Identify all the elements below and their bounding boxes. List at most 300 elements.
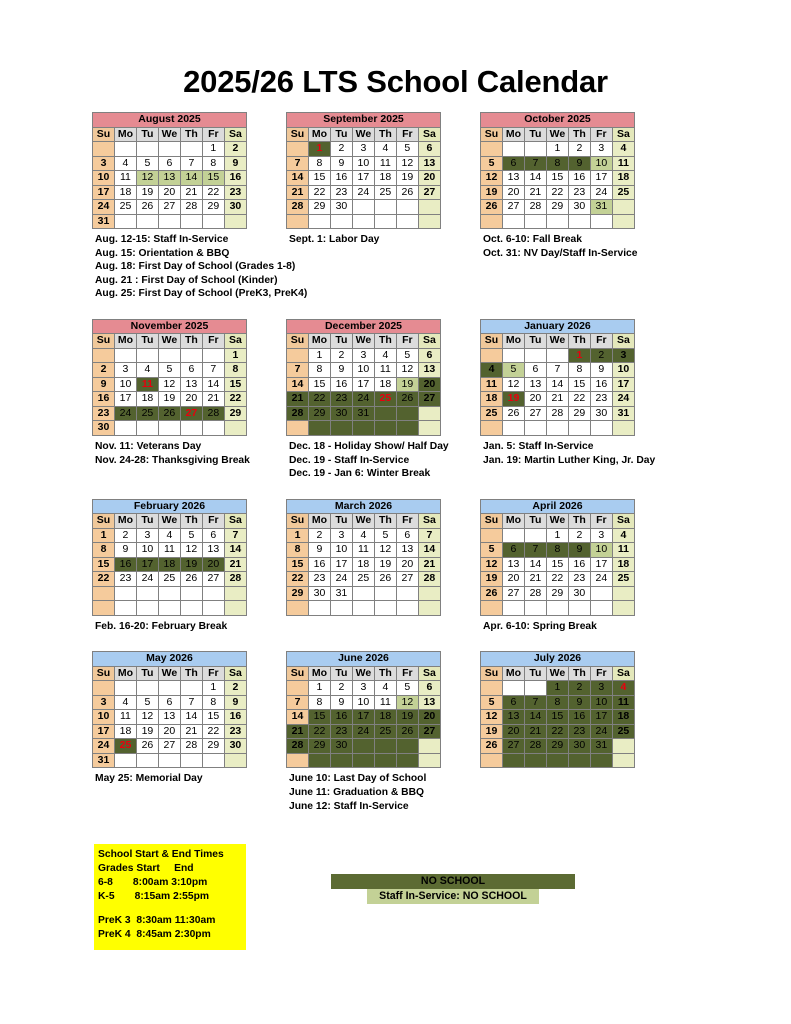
note-item: June 10: Last Day of School	[289, 773, 427, 785]
day-cell-empty	[524, 753, 546, 768]
day-cell-empty	[180, 753, 202, 768]
day-cell-empty	[502, 601, 524, 616]
day-cell-empty	[396, 421, 418, 436]
dow-header-tu: Tu	[330, 514, 352, 529]
day-cell-empty	[93, 681, 115, 696]
dow-header-tu: Tu	[330, 666, 352, 681]
day-cell-14: 14	[287, 377, 309, 392]
day-cell-20: 20	[418, 710, 440, 725]
dow-header-sa: Sa	[224, 514, 246, 529]
day-cell-empty	[612, 739, 634, 754]
day-cell-10: 10	[590, 543, 612, 558]
week-row	[93, 586, 247, 601]
day-cell-25: 25	[612, 572, 634, 587]
day-cell-29: 29	[546, 200, 568, 215]
dow-header-fr: Fr	[590, 514, 612, 529]
day-cell-26: 26	[502, 406, 524, 421]
week-row	[93, 363, 247, 378]
day-cell-22: 22	[308, 724, 330, 739]
week-row	[287, 681, 441, 696]
day-cell-13: 13	[418, 363, 440, 378]
note-item: Nov. 24-28: Thanksgiving Break	[95, 454, 250, 466]
day-cell-empty	[524, 348, 546, 363]
day-cell-17: 17	[352, 710, 374, 725]
day-cell-empty	[418, 200, 440, 215]
day-cell-2: 2	[330, 142, 352, 157]
dow-header-th: Th	[180, 666, 202, 681]
day-cell-29: 29	[568, 406, 590, 421]
day-cell-13: 13	[396, 543, 418, 558]
day-cell-1: 1	[287, 528, 309, 543]
day-cell-21: 21	[524, 572, 546, 587]
day-cell-23: 23	[330, 185, 352, 200]
day-cell-12: 12	[396, 363, 418, 378]
day-cell-26: 26	[374, 572, 396, 587]
dow-header-mo: Mo	[502, 514, 524, 529]
month-title: August 2025	[93, 113, 247, 128]
day-cell-empty	[524, 528, 546, 543]
day-cell-28: 28	[524, 739, 546, 754]
week-row	[93, 557, 247, 572]
day-cell-8: 8	[287, 543, 309, 558]
day-cell-empty	[158, 753, 180, 768]
day-cell-2: 2	[568, 528, 590, 543]
note-item: Sept. 1: Labor Day	[289, 234, 380, 245]
month-cell	[480, 499, 635, 616]
month-title: July 2026	[481, 652, 635, 667]
dow-header-we: We	[158, 334, 180, 349]
day-cell-26: 26	[180, 572, 202, 587]
dow-header-su: Su	[93, 514, 115, 529]
day-cell-empty	[396, 753, 418, 768]
day-cell-empty	[524, 601, 546, 616]
dow-header-mo: Mo	[308, 334, 330, 349]
day-cell-17: 17	[590, 171, 612, 186]
month-cell	[92, 319, 286, 436]
day-cell-9: 9	[330, 156, 352, 171]
calendar-month-3	[480, 112, 635, 229]
week-row	[93, 753, 247, 768]
note-item: Aug. 12-15: Staff In-Service	[95, 234, 229, 245]
week-row	[93, 392, 247, 407]
day-cell-7: 7	[524, 156, 546, 171]
day-cell-10: 10	[352, 156, 374, 171]
day-cell-9: 9	[568, 156, 590, 171]
day-cell-31: 31	[590, 200, 612, 215]
note-item: Aug. 15: Orientation & BBQ	[95, 247, 230, 259]
dow-header-we: We	[158, 666, 180, 681]
day-cell-empty	[158, 421, 180, 436]
day-cell-10: 10	[136, 543, 158, 558]
day-cell-26: 26	[136, 200, 158, 215]
day-cell-23: 23	[568, 572, 590, 587]
dow-header-su: Su	[287, 666, 309, 681]
day-cell-24: 24	[93, 200, 115, 215]
day-cell-9: 9	[93, 377, 115, 392]
day-cell-17: 17	[590, 557, 612, 572]
day-cell-9: 9	[590, 363, 612, 378]
day-cell-1: 1	[308, 142, 330, 157]
day-cell-29: 29	[546, 739, 568, 754]
day-cell-empty	[568, 421, 590, 436]
day-cell-3: 3	[352, 681, 374, 696]
day-cell-21: 21	[287, 185, 309, 200]
day-cell-empty	[114, 348, 136, 363]
day-cell-empty	[352, 200, 374, 215]
week-row	[93, 681, 247, 696]
day-cell-8: 8	[93, 543, 115, 558]
day-cell-5: 5	[374, 528, 396, 543]
day-cell-15: 15	[568, 377, 590, 392]
day-cell-20: 20	[502, 185, 524, 200]
week-row	[287, 586, 441, 601]
calendar-month-2	[286, 112, 441, 229]
day-cell-15: 15	[308, 377, 330, 392]
dow-header-th: Th	[374, 334, 396, 349]
month-cell	[286, 319, 480, 436]
day-cell-11: 11	[374, 156, 396, 171]
day-cell-4: 4	[114, 156, 136, 171]
day-cell-3: 3	[590, 681, 612, 696]
month-title: May 2026	[93, 652, 247, 667]
day-cell-empty	[612, 753, 634, 768]
notes-cell	[483, 620, 597, 634]
day-cell-29: 29	[308, 200, 330, 215]
week-row	[481, 710, 635, 725]
month-title: June 2026	[287, 652, 441, 667]
day-cell-19: 19	[158, 392, 180, 407]
dow-header-th: Th	[568, 334, 590, 349]
day-cell-12: 12	[396, 156, 418, 171]
day-cell-17: 17	[114, 392, 136, 407]
day-cell-16: 16	[568, 557, 590, 572]
day-cell-7: 7	[287, 156, 309, 171]
day-cell-empty	[114, 753, 136, 768]
week-row	[287, 557, 441, 572]
week-row	[287, 601, 441, 616]
day-cell-3: 3	[330, 528, 352, 543]
day-cell-18: 18	[352, 557, 374, 572]
day-cell-empty	[352, 586, 374, 601]
day-cell-12: 12	[502, 377, 524, 392]
calendar-month-12	[480, 651, 635, 768]
day-cell-20: 20	[158, 724, 180, 739]
day-cell-28: 28	[287, 739, 309, 754]
day-cell-7: 7	[524, 543, 546, 558]
dow-header-fr: Fr	[396, 334, 418, 349]
day-cell-20: 20	[158, 185, 180, 200]
day-cell-12: 12	[481, 171, 503, 186]
day-cell-19: 19	[502, 392, 524, 407]
day-cell-21: 21	[224, 557, 246, 572]
dow-header-th: Th	[180, 514, 202, 529]
day-cell-empty	[502, 528, 524, 543]
month-cell	[92, 651, 286, 768]
day-cell-4: 4	[612, 142, 634, 157]
dow-header-fr: Fr	[202, 127, 224, 142]
day-cell-17: 17	[93, 185, 115, 200]
day-cell-14: 14	[224, 543, 246, 558]
day-cell-empty	[524, 142, 546, 157]
day-cell-20: 20	[202, 557, 224, 572]
day-cell-29: 29	[287, 586, 309, 601]
dow-header-sa: Sa	[612, 334, 634, 349]
day-cell-18: 18	[158, 557, 180, 572]
day-cell-empty	[546, 214, 568, 229]
day-cell-13: 13	[158, 710, 180, 725]
week-row	[481, 214, 635, 229]
day-cell-25: 25	[158, 572, 180, 587]
day-cell-12: 12	[396, 695, 418, 710]
day-cell-empty	[287, 681, 309, 696]
day-cell-14: 14	[180, 710, 202, 725]
day-cell-empty	[418, 601, 440, 616]
day-cell-12: 12	[136, 710, 158, 725]
week-row	[481, 586, 635, 601]
day-cell-20: 20	[524, 392, 546, 407]
day-cell-6: 6	[180, 363, 202, 378]
day-cell-24: 24	[590, 185, 612, 200]
week-row	[481, 392, 635, 407]
dow-header-we: We	[546, 666, 568, 681]
note-item: Oct. 31: NV Day/Staff In-Service	[483, 247, 638, 259]
day-cell-24: 24	[136, 572, 158, 587]
week-row	[481, 156, 635, 171]
day-cell-6: 6	[202, 528, 224, 543]
day-cell-empty	[136, 586, 158, 601]
day-cell-2: 2	[224, 142, 246, 157]
week-row	[481, 200, 635, 215]
week-row	[287, 543, 441, 558]
dow-header-th: Th	[180, 334, 202, 349]
day-cell-17: 17	[612, 377, 634, 392]
school-times-box	[94, 844, 246, 950]
day-cell-empty	[158, 601, 180, 616]
day-cell-empty	[590, 214, 612, 229]
day-cell-26: 26	[481, 739, 503, 754]
dow-header-fr: Fr	[396, 127, 418, 142]
day-cell-empty	[352, 421, 374, 436]
week-row	[287, 528, 441, 543]
week-row	[287, 171, 441, 186]
dow-header-su: Su	[287, 127, 309, 142]
day-cell-empty	[114, 601, 136, 616]
day-cell-13: 13	[502, 171, 524, 186]
day-cell-6: 6	[418, 681, 440, 696]
dow-header-su: Su	[481, 666, 503, 681]
day-cell-empty	[374, 586, 396, 601]
day-cell-17: 17	[136, 557, 158, 572]
day-cell-3: 3	[93, 695, 115, 710]
times-spacer	[98, 904, 242, 914]
day-cell-empty	[180, 214, 202, 229]
day-cell-8: 8	[546, 156, 568, 171]
notes-cell	[289, 440, 483, 481]
day-cell-6: 6	[502, 543, 524, 558]
note-item: Aug. 18: First Day of School (Grades 1-8)	[95, 261, 296, 273]
day-cell-25: 25	[374, 724, 396, 739]
day-cell-empty	[287, 753, 309, 768]
day-cell-10: 10	[352, 695, 374, 710]
day-cell-2: 2	[568, 142, 590, 157]
dow-header-th: Th	[374, 666, 396, 681]
day-cell-empty	[590, 601, 612, 616]
day-cell-18: 18	[114, 724, 136, 739]
day-cell-empty	[202, 421, 224, 436]
day-cell-8: 8	[308, 156, 330, 171]
day-cell-26: 26	[396, 724, 418, 739]
dow-header-sa: Sa	[224, 334, 246, 349]
dow-header-su: Su	[93, 334, 115, 349]
day-cell-empty	[224, 214, 246, 229]
day-cell-8: 8	[202, 156, 224, 171]
day-cell-empty	[330, 421, 352, 436]
day-cell-23: 23	[308, 572, 330, 587]
note-item: Aug. 21 : First Day of School (Kinder)	[95, 274, 278, 286]
day-cell-16: 16	[308, 557, 330, 572]
day-cell-empty	[202, 586, 224, 601]
day-cell-30: 30	[308, 586, 330, 601]
day-cell-22: 22	[308, 392, 330, 407]
day-cell-5: 5	[396, 681, 418, 696]
day-cell-26: 26	[481, 200, 503, 215]
dow-header-mo: Mo	[502, 127, 524, 142]
calendar-grid	[0, 112, 791, 813]
day-cell-27: 27	[502, 586, 524, 601]
day-cell-11: 11	[374, 695, 396, 710]
day-cell-13: 13	[418, 156, 440, 171]
dow-header-tu: Tu	[524, 334, 546, 349]
day-cell-15: 15	[287, 557, 309, 572]
day-cell-5: 5	[136, 156, 158, 171]
day-cell-2: 2	[308, 528, 330, 543]
week-row	[287, 724, 441, 739]
day-cell-empty	[481, 681, 503, 696]
times-row-6-8: 6-8 8:00am 3:10pm	[98, 877, 208, 888]
day-cell-empty	[374, 214, 396, 229]
day-cell-empty	[330, 214, 352, 229]
day-cell-empty	[481, 753, 503, 768]
month-row	[0, 651, 791, 768]
day-cell-29: 29	[308, 739, 330, 754]
notes-cell	[289, 772, 483, 813]
dow-header-we: We	[352, 666, 374, 681]
day-cell-30: 30	[224, 739, 246, 754]
week-row	[481, 681, 635, 696]
day-cell-8: 8	[308, 695, 330, 710]
day-cell-empty	[612, 421, 634, 436]
day-cell-29: 29	[546, 586, 568, 601]
day-cell-4: 4	[612, 681, 634, 696]
notes-cell	[289, 233, 483, 301]
dow-header-fr: Fr	[590, 127, 612, 142]
week-row	[287, 185, 441, 200]
dow-header-tu: Tu	[524, 127, 546, 142]
week-row	[287, 753, 441, 768]
day-cell-25: 25	[612, 724, 634, 739]
day-cell-empty	[224, 421, 246, 436]
day-cell-28: 28	[180, 739, 202, 754]
day-cell-empty	[287, 214, 309, 229]
day-cell-empty	[612, 214, 634, 229]
week-row	[93, 377, 247, 392]
day-cell-4: 4	[374, 681, 396, 696]
day-cell-empty	[481, 601, 503, 616]
day-cell-empty	[524, 681, 546, 696]
week-row	[93, 528, 247, 543]
day-cell-empty	[114, 421, 136, 436]
day-cell-empty	[502, 421, 524, 436]
day-cell-30: 30	[568, 200, 590, 215]
calendar-month-5	[286, 319, 441, 436]
day-cell-12: 12	[374, 543, 396, 558]
day-cell-17: 17	[352, 377, 374, 392]
day-cell-30: 30	[568, 586, 590, 601]
page-title: 2025/26 LTS School Calendar	[183, 64, 608, 99]
day-cell-9: 9	[114, 543, 136, 558]
day-cell-30: 30	[330, 200, 352, 215]
day-cell-2: 2	[568, 681, 590, 696]
note-item: Dec. 18 - Holiday Show/ Half Day	[289, 440, 449, 452]
day-cell-29: 29	[202, 739, 224, 754]
day-cell-empty	[481, 528, 503, 543]
day-cell-empty	[308, 601, 330, 616]
day-cell-22: 22	[568, 392, 590, 407]
day-cell-21: 21	[546, 392, 568, 407]
day-cell-21: 21	[202, 392, 224, 407]
month-title: February 2026	[93, 499, 247, 514]
day-cell-26: 26	[396, 185, 418, 200]
month-title: September 2025	[287, 113, 441, 128]
day-cell-1: 1	[308, 681, 330, 696]
day-cell-27: 27	[202, 572, 224, 587]
day-cell-empty	[374, 739, 396, 754]
day-cell-empty	[136, 421, 158, 436]
times-row-prek4: PreK 4 8:45am 2:30pm	[98, 929, 211, 940]
week-row	[481, 421, 635, 436]
week-row	[481, 142, 635, 157]
day-cell-empty	[308, 214, 330, 229]
week-row	[481, 753, 635, 768]
week-row	[93, 601, 247, 616]
week-row	[287, 214, 441, 229]
day-cell-1: 1	[546, 528, 568, 543]
day-cell-27: 27	[418, 185, 440, 200]
month-cell	[92, 499, 286, 616]
day-cell-19: 19	[180, 557, 202, 572]
day-cell-14: 14	[524, 557, 546, 572]
day-cell-empty	[374, 200, 396, 215]
day-cell-empty	[114, 586, 136, 601]
dow-header-mo: Mo	[502, 334, 524, 349]
week-row	[93, 739, 247, 754]
day-cell-empty	[524, 214, 546, 229]
day-cell-18: 18	[374, 377, 396, 392]
day-cell-empty	[418, 739, 440, 754]
week-row	[93, 185, 247, 200]
day-cell-empty	[568, 214, 590, 229]
day-cell-15: 15	[546, 171, 568, 186]
day-cell-28: 28	[524, 586, 546, 601]
day-cell-22: 22	[93, 572, 115, 587]
month-cell	[92, 112, 286, 229]
day-cell-empty	[546, 348, 568, 363]
day-cell-10: 10	[590, 695, 612, 710]
legend	[331, 874, 575, 904]
dow-header-fr: Fr	[590, 666, 612, 681]
dow-header-sa: Sa	[612, 666, 634, 681]
day-cell-27: 27	[418, 392, 440, 407]
